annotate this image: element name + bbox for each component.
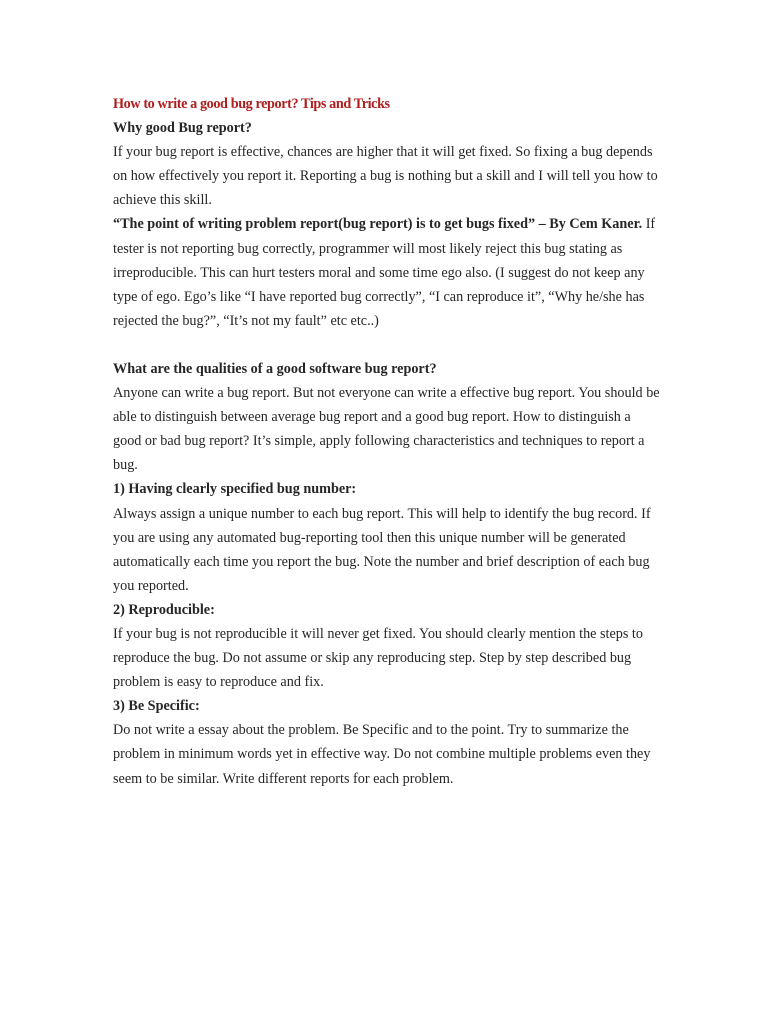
blank-line bbox=[113, 333, 661, 357]
qualities-heading: What are the qualities of a good software bug report? bbox=[113, 360, 437, 377]
document-page bbox=[113, 92, 661, 791]
section-1-heading: 1) Having clearly specified bug number: bbox=[113, 481, 357, 498]
quote-paragraph bbox=[113, 212, 661, 332]
quote-rest-text: If tester is not reporting bug correctly, programmer will most likely reject this bug stating as irreproducible. This can hurt testers moral and some time ego also. (I suggest do not keep any type of ego. Ego’s like “I have reported bug correctly”, “I can reproduce it”, “Why he/she has rejected the bug?”, “It’s not my fault” etc etc..) bbox=[113, 216, 656, 329]
section-3-body: Do not write a essay about the problem. Be Specific and to the point. Try to summarize the problem in minimum words yet in effective way. Do not combine multiple problems even they seem to be similar. Write different reports for each problem. bbox=[113, 722, 651, 787]
qualities-paragraph: Anyone can write a bug report. But not everyone can write a effective bug report. You should be able to distinguish between average bug report and a good bug report. How to distinguish a good or bad bug report? It’s simple, apply following characteristics and techniques to report a bug. bbox=[113, 385, 660, 474]
section-3-heading: 3) Be Specific: bbox=[113, 698, 200, 715]
section-2-body: If your bug is not reproducible it will never get fixed. You should clearly mention the steps to reproduce the bug. Do not assume or skip any reproducing step. Step by step described bug problem is easy to reproduce and fix. bbox=[113, 625, 643, 691]
document-title: How to write a good bug report? Tips and Tricks bbox=[113, 96, 390, 112]
why-paragraph: If your bug report is effective, chances are higher that it will get fixed. So fixing a bug depends on how effectively you report it. Reporting a bug is nothing but a skill and I will tell you how to achieve this skill. bbox=[113, 144, 658, 209]
section-1-body: Always assign a unique number to each bug report. This will help to identify the bug record. If you are using any automated bug-reporting tool then this unique number will be generated automatically each time you report the bug. Note the number and brief description of each bug you reported. bbox=[113, 505, 651, 594]
section-2-heading: 2) Reproducible: bbox=[113, 601, 215, 618]
why-heading: Why good Bug report? bbox=[113, 120, 252, 137]
quote-bold-text: “The point of writing problem report(bug report) is to get bugs fixed” – By Cem Kaner. bbox=[113, 216, 643, 233]
